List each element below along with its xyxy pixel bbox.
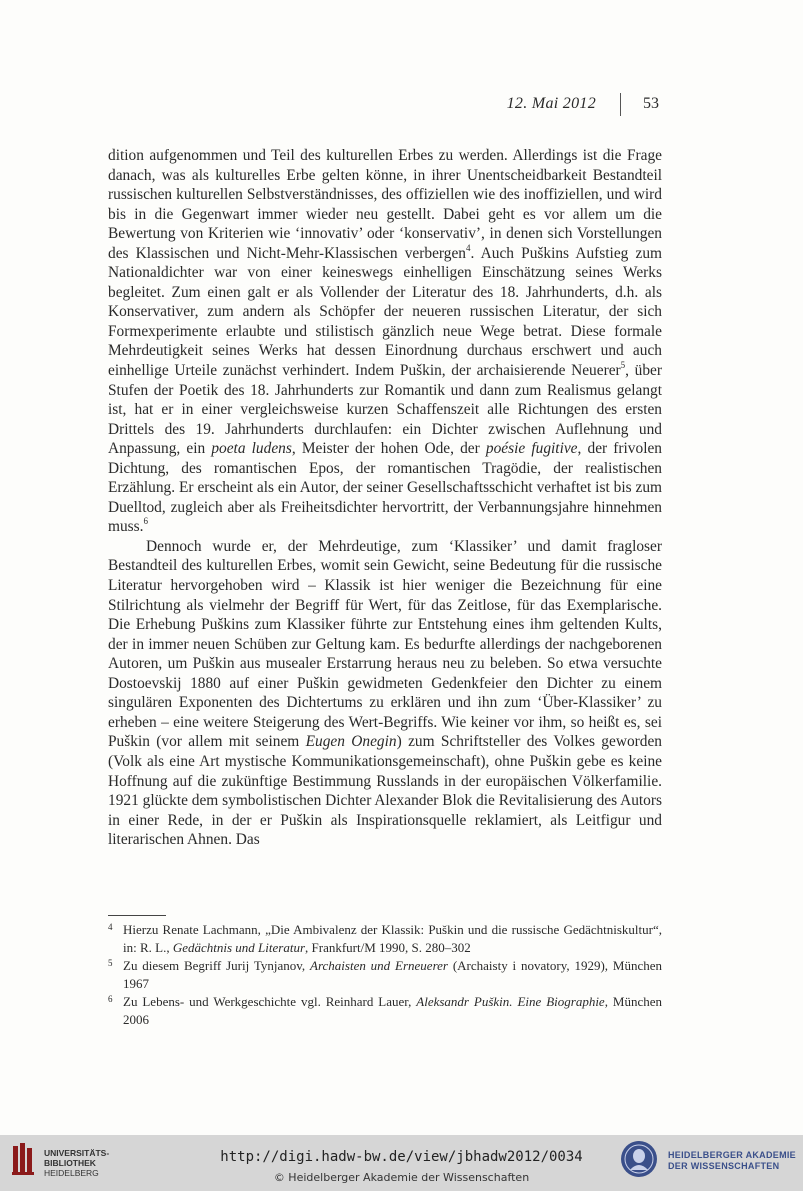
header-date: 12. Mai 2012 (506, 95, 596, 112)
paragraph (108, 146, 662, 537)
footnote (108, 957, 662, 992)
text-run: (Archaisty i novatory, 1929), München 1967 (123, 958, 662, 991)
running-header (0, 93, 803, 123)
academy-name (668, 1150, 796, 1172)
main-text (108, 146, 662, 850)
footnote-number: 5 (108, 958, 113, 968)
header-divider (620, 93, 621, 116)
italic-term: poésie fugitive (485, 440, 578, 458)
library-name-line: BIBLIOTHEK (44, 1158, 96, 1168)
text-run: Hierzu Renate Lachmann, „Die Ambivalenz der Klassik: Puškin und die russische Gedächtniskultur“, in: R. L., (123, 922, 662, 955)
footnote-number: 6 (108, 994, 113, 1004)
text-run: , der frivolen Dichtung, des romantischen Epos, der romantischen Tragödie, der realistischen Erzählung. Er erscheint als ein Autor, der seiner Gesellschaftsschicht verhaftet ist bis zum Duelltod, zugleich aber als Freiheitsdichter hervortritt, der Verbannungsjahre hinnehmen muss. (108, 440, 662, 536)
copyright-notice: © Heidelberger Akademie der Wissenschaften (273, 1171, 530, 1184)
italic-title: Aleksandr Puškin. Eine Biographie (416, 994, 605, 1009)
italic-title: Gedächtnis und Literatur (172, 939, 306, 955)
text-run: , Meister der hohen Ode, der (291, 440, 486, 458)
footnote-ref[interactable]: 5 (620, 359, 626, 370)
footnote (108, 993, 662, 1028)
italic-title: Archaisten und Erneuerer (310, 958, 448, 973)
text-run: Zu Lebens- und Werkgeschichte vgl. Reinhard Lauer, (123, 994, 417, 1009)
page-number: 53 (643, 95, 659, 112)
academy-name-line: DER WISSENSCHAFTEN (668, 1161, 780, 1171)
footnotes (108, 921, 662, 1029)
permalink-url[interactable]: http://digi.hadw-bw.de/view/jbhadw2012/0034 (220, 1149, 583, 1165)
footnote-separator (108, 915, 166, 916)
text-run: , München 2006 (123, 994, 662, 1027)
academy-seal-icon[interactable] (620, 1140, 658, 1178)
footnote-ref[interactable]: 4 (465, 242, 471, 253)
footnote (108, 921, 662, 956)
text-run: Dennoch wurde er, der Mehrdeutige, zum ‘Klassiker’ und damit fragloser Bestandteil des kulturellen Erbes, womit sein Gewicht, seine Bedeutung für die russische Literatur hervorgehoben wird – Klassik ist hier weniger die Bezeichnung für eine Stilrichtung als vielmehr der Begriff für Wert, für das Zeitlose, für das Exemplarische. Die Erhebung Puškins zum Klassiker führte zur Entstehung eines ihm geltenden Kults, der in immer neuen Schüben zur Geltung kam. Es bedurfte allerdings der nachgeborenen Autoren, um Puškin aus musealer Erstarrung heraus neu zu beleben. So etwa versuchte Dostoevskij 1880 auf einer Puškin gewidmeten Gedenkfeier den Dichter zu einem singulären Exponenten des Dichtertums zu erklären und ihn zum ‘Über-Klassiker’ zu erheben – eine weitere Steigerung des Wert-Begriffs. Wie keiner vor ihm, so heißt es, sei Puškin (vor allem mit seinem (108, 537, 662, 751)
italic-term: poeta ludens (211, 440, 292, 458)
library-name-line: HEIDELBERG (44, 1168, 99, 1178)
text-run: dition aufgenommen und Teil des kulturellen Erbes zu werden. Allerdings ist die Frage danach, was als kulturelles Erbe gelten könne, in ihrer Unentscheidbarkeit Bestandteil russischen kulturellen Selbstverständnisses, des offiziellen wie des inoffiziellen, und wird bis in die Gegenwart immer wieder neu gestellt. Dabei geht es vor allem um die Bewertung von Kriterien wie ‘innovativ’ oder ‘konservativ’, in denen sich Vorstellungen des Klassischen und Nicht-Mehr-Klassischen verbergen (108, 147, 662, 262)
text-run: , über Stufen der Poetik des 18. Jahrhunderts zur Romantik und dann zum Realismus gelangt ist, hat er in einer vergleichsweise kurzen Schaffenszeit alle Richtungen des ersten Drittels des 19. Jahrhunderts durchlaufen: ein Dichter zwischen Auflehnung und Anpassung, ein (108, 362, 662, 458)
text-run: Zu diesem Begriff Jurij Tynjanov, (123, 958, 310, 973)
text-run: , Frankfurt/M 1990, S. 280–302 (305, 939, 471, 955)
library-name-line: UNIVERSITÄTS- (44, 1148, 110, 1158)
academy-name-line: HEIDELBERGER AKADEMIE (668, 1150, 796, 1160)
italic-title: Eugen Onegin (305, 733, 397, 751)
text-run: . Auch Puškins Aufstieg zum Nationaldichter war von einer keineswegs einhelligen Einschätzung seines Werks begleitet. Zum einen galt er als Vollender der Literatur des 18. Jahrhunderts, d.h. als Konservativer, zum andern als Schöpfer der neueren russischen Literatur, der sich Formexperimente erlaubte und stilistisch gänzlich neue Wege betrat. Diese formale Mehrdeutigkeit seines Werks hat dessen Einordnung durchaus erschwert und auch einhellige Urteile zunächst verhindert. Indem Puškin, der archaisierende Neuerer (108, 244, 662, 380)
text-run: ) zum Schriftsteller des Volkes geworden (Volk als eine Art mystische Kommunikationsgemeinschaft), ohne Puškin gebe es keine Hoffnung auf die zukünftige Bestimmung Russlands in der europäischen Völkerfamilie. 1921 glückte dem symbolistischen Dichter Alexander Blok die Revitalisierung des Autors in einer Rede, in der er Puškin als Inspirationsquelle reklamiert, als Leitfigur und literarischen Ahnen. Das (108, 733, 662, 849)
footnote-number: 4 (108, 922, 113, 932)
paragraph (108, 537, 662, 850)
footnote-ref[interactable]: 6 (143, 516, 148, 527)
viewer-footer (0, 1135, 803, 1191)
